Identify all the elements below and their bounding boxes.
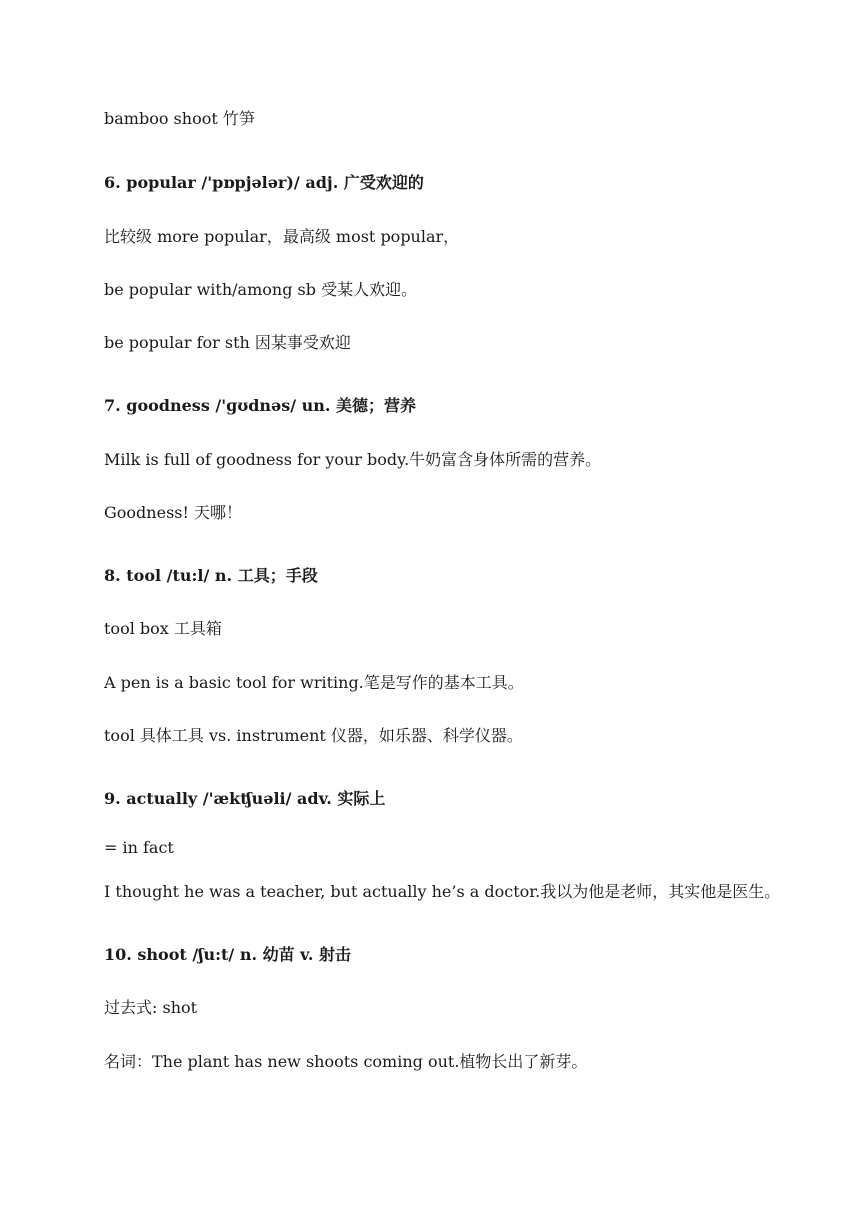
goodness-exclamation: Goodness! 天哪！	[104, 503, 243, 522]
phrase-bamboo-shoot: bamboo shoot 竹笋	[104, 109, 255, 128]
tool-phrase-tool-box: tool box 工具箱	[104, 619, 222, 638]
tool-vs-instrument-note: tool 具体工具 vs. instrument 仪器，如乐器、科学仪器。	[104, 726, 523, 745]
shoot-noun-example: 名词：The plant has new shoots coming out.植物长出了新芽。	[104, 1052, 588, 1071]
actually-example-sentence: I thought he was a teacher, but actually he’s a doctor.我以为他是老师，其实他是医生。	[104, 882, 781, 901]
entry-heading-tool: 8. tool /tu:l/ n. 工具；手段	[104, 566, 318, 585]
tool-example-sentence: A pen is a basic tool for writing.笔是写作的基本工具。	[104, 673, 524, 692]
actually-synonym: = in fact	[104, 838, 174, 857]
popular-comparison-note: 比较级 more popular，最高级 most popular，	[104, 227, 460, 246]
goodness-example-sentence: Milk is full of goodness for your body.牛奶富含身体所需的营养。	[104, 450, 602, 469]
shoot-past-tense: 过去式: shot	[104, 998, 198, 1017]
entry-heading-actually: 9. actually /'ækʧuəli/ adv. 实际上	[104, 789, 386, 808]
popular-phrase-for: be popular for sth 因某事受欢迎	[104, 333, 351, 352]
entry-heading-goodness: 7. goodness /'ɡʊdnəs/ un. 美德；营养	[104, 396, 417, 415]
entry-heading-shoot: 10. shoot /ʃu:t/ n. 幼苗 v. 射击	[104, 945, 352, 964]
entry-heading-popular: 6. popular /'pɒpjələr)/ adj. 广受欢迎的	[104, 173, 424, 192]
popular-phrase-with-among: be popular with/among sb 受某人欢迎。	[104, 280, 418, 299]
